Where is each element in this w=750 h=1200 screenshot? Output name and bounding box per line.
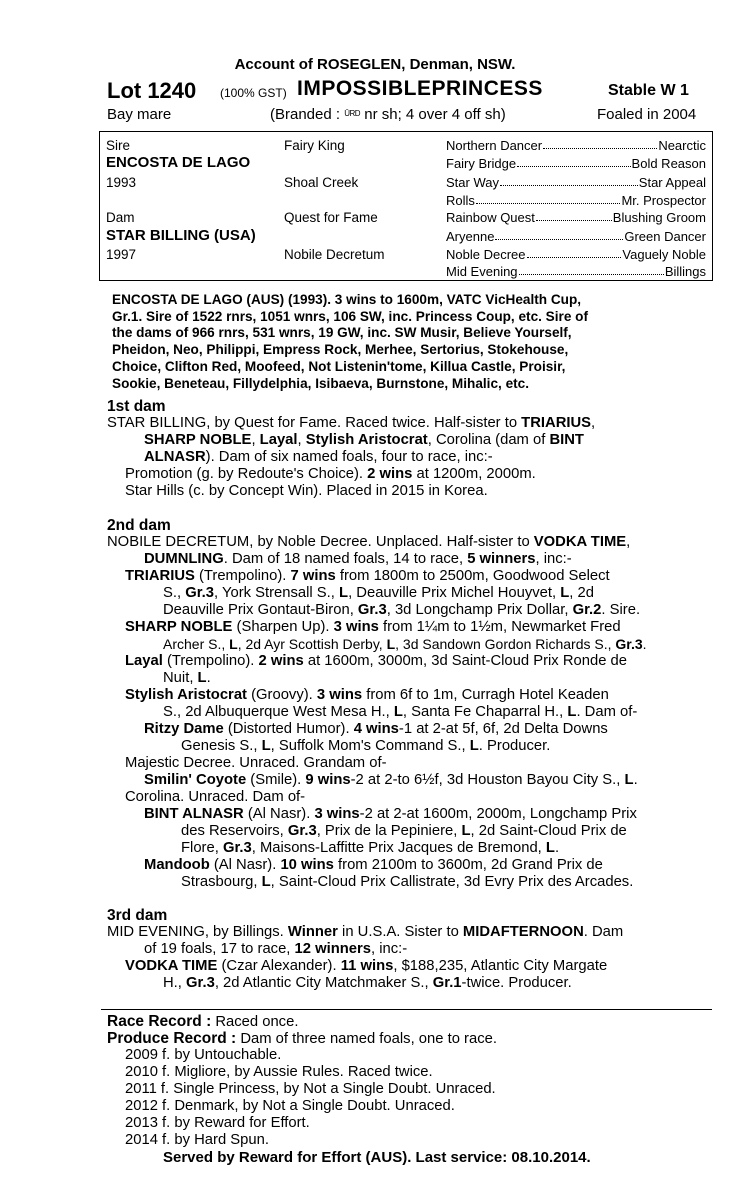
dam-sire: Quest for Fame bbox=[284, 210, 378, 225]
vendor-account: Account of ROSEGLEN, Denman, NSW. bbox=[234, 56, 516, 73]
sire-summary-line: Sookie, Beneteau, Fillydelphia, Isibaeva, Burnstone, Mihalic, etc. bbox=[112, 375, 529, 391]
second-dam-line: S., Gr.3, York Strensall S., L, Deauville Prix Michel Houyvet, L, 2d bbox=[163, 585, 594, 601]
second-dam-line: Smilin' Coyote (Smile). 9 wins-2 at 2-to 6½f, 3d Houston Bayou City S., L. bbox=[144, 772, 638, 788]
second-dam-heading: 2nd dam bbox=[107, 517, 171, 534]
ancestor-row: Rolls Mr. Prospector bbox=[446, 193, 706, 208]
second-dam-line: Mandoob (Al Nasr). 10 wins from 2100m to 3600m, 2d Grand Prix de bbox=[144, 857, 603, 873]
dam-year: 1997 bbox=[106, 247, 137, 262]
second-dam-line: Stylish Aristocrat (Groovy). 3 wins from 6f to 1m, Curragh Hotel Keaden bbox=[125, 687, 609, 703]
produce-item: 2010 f. Migliore, by Aussie Rules. Raced twice. bbox=[125, 1064, 433, 1080]
second-dam-line: Majestic Decree. Unraced. Grandam of- bbox=[125, 755, 387, 771]
ancestor-row: Aryenne Green Dancer bbox=[446, 229, 706, 244]
produce-item: 2012 f. Denmark, by Not a Single Doubt. Unraced. bbox=[125, 1098, 455, 1114]
second-dam-line: Strasbourg, L, Saint-Cloud Prix Callistrate, 3d Evry Prix des Arcades. bbox=[181, 874, 634, 890]
ancestor-row: Rainbow Quest Blushing Groom bbox=[446, 210, 706, 225]
ancestor-row: Fairy Bridge Bold Reason bbox=[446, 156, 706, 171]
third-dam-line: H., Gr.3, 2d Atlantic City Matchmaker S., Gr.1-twice. Producer. bbox=[163, 975, 572, 991]
first-dam-line: Star Hills (c. by Concept Win). Placed in 2015 in Korea. bbox=[125, 483, 488, 499]
second-dam-line: des Reservoirs, Gr.3, Prix de la Pepiniere, L, 2d Saint-Cloud Prix de bbox=[181, 823, 627, 839]
second-dam-line: Layal (Trempolino). 2 wins at 1600m, 3000m, 3d Saint-Cloud Prix Ronde de bbox=[125, 653, 627, 669]
third-dam-line: MID EVENING, by Billings. Winner in U.S.A. Sister to MIDAFTERNOON. Dam bbox=[107, 924, 624, 940]
records-divider bbox=[101, 1009, 712, 1010]
sire-sire: Fairy King bbox=[284, 138, 345, 153]
produce-item: 2011 f. Single Princess, by Not a Single Doubt. Unraced. bbox=[125, 1081, 496, 1097]
brand-mark-icon: ŪRD bbox=[344, 109, 361, 118]
second-dam-line: NOBILE DECRETUM, by Noble Decree. Unplaced. Half-sister to VODKA TIME, bbox=[107, 534, 631, 550]
second-dam-line: Ritzy Dame (Distorted Humor). 4 wins-1 at 2-at 5f, 6f, 2d Delta Downs bbox=[144, 721, 608, 737]
dam-label: Dam bbox=[106, 210, 135, 225]
first-dam-line: Promotion (g. by Redoute's Choice). 2 wins at 1200m, 2000m. bbox=[125, 466, 536, 482]
sire-summary-line: Pheidon, Neo, Philippi, Empress Rock, Merhee, Sertorius, Stokehouse, bbox=[112, 342, 569, 358]
produce-item: 2014 f. by Hard Spun. bbox=[125, 1132, 269, 1148]
sire-summary-line: Gr.1. Sire of 1522 rnrs, 1051 wnrs, 106 SW, inc. Princess Coup, etc. Sire of bbox=[112, 308, 588, 324]
brand-suffix: nr sh; 4 over 4 off sh) bbox=[364, 106, 506, 123]
pedigree-table bbox=[99, 131, 713, 281]
second-dam-line: BINT ALNASR (Al Nasr). 3 wins-2 at 2-at 1600m, 2000m, Longchamp Prix bbox=[144, 806, 637, 822]
second-dam-line: Corolina. Unraced. Dam of- bbox=[125, 789, 306, 805]
race-record: Race Record : Raced once. bbox=[107, 1013, 299, 1030]
third-dam-line: VODKA TIME (Czar Alexander). 11 wins, $188,235, Atlantic City Margate bbox=[125, 958, 608, 974]
second-dam-line: Nuit, L. bbox=[163, 670, 211, 686]
dam-name: STAR BILLING (USA) bbox=[106, 227, 256, 244]
sire-dam: Shoal Creek bbox=[284, 175, 359, 190]
first-dam-heading: 1st dam bbox=[107, 398, 166, 415]
stable-number: Stable W 1 bbox=[608, 82, 689, 99]
gst-note: (100% GST) bbox=[220, 86, 287, 100]
first-dam-line: ALNASR). Dam of six named foals, four to race, inc:- bbox=[144, 449, 493, 465]
ancestor-row: Mid Evening Billings bbox=[446, 264, 706, 279]
sire-name: ENCOSTA DE LAGO bbox=[106, 154, 251, 171]
first-dam-line: STAR BILLING, by Quest for Fame. Raced twice. Half-sister to TRIARIUS, bbox=[107, 415, 596, 431]
sire-label: Sire bbox=[106, 138, 131, 153]
produce-record: Produce Record : Dam of three named foals, one to race. bbox=[107, 1030, 497, 1047]
third-dam-line: of 19 foals, 17 to race, 12 winners, inc:- bbox=[144, 941, 408, 957]
produce-item: 2009 f. by Untouchable. bbox=[125, 1047, 282, 1063]
lot-number: Lot 1240 bbox=[107, 78, 197, 103]
dam-dam: Nobile Decretum bbox=[284, 247, 385, 262]
second-dam-line: TRIARIUS (Trempolino). 7 wins from 1800m to 2500m, Goodwood Select bbox=[125, 568, 610, 584]
brand-prefix: (Branded : bbox=[270, 106, 341, 123]
foaled-year: Foaled in 2004 bbox=[597, 106, 697, 123]
brand-info bbox=[270, 106, 506, 123]
sire-summary bbox=[112, 292, 706, 392]
second-dam-line: Deauville Prix Gontaut-Biron, Gr.3, 3d Longchamp Prix Dollar, Gr.2. Sire. bbox=[163, 602, 641, 618]
sire-year: 1993 bbox=[106, 175, 137, 190]
produce-item: 2013 f. by Reward for Effort. bbox=[125, 1115, 310, 1131]
horse-description: Bay mare bbox=[107, 106, 172, 123]
second-dam-line: S., 2d Albuquerque West Mesa H., L, Santa Fe Chaparral H., L. Dam of- bbox=[163, 704, 638, 720]
second-dam-line: Genesis S., L, Suffolk Mom's Command S., L. Producer. bbox=[181, 738, 551, 754]
sire-summary-line: ENCOSTA DE LAGO (AUS) (1993). 3 wins to 1600m, VATC VicHealth Cup, bbox=[112, 292, 582, 307]
served-note: Served by Reward for Effort (AUS). Last service: 08.10.2014. bbox=[163, 1149, 591, 1166]
ancestor-row: Noble Decree Vaguely Noble bbox=[446, 247, 706, 262]
second-dam-line: DUMNLING. Dam of 18 named foals, 14 to race, 5 winners, inc:- bbox=[144, 551, 572, 567]
second-dam-line: Archer S., L, 2d Ayr Scottish Derby, L, 3d Sandown Gordon Richards S., Gr.3. bbox=[163, 636, 647, 652]
sire-summary-line: Choice, Clifton Red, Moofeed, Not Listenin'tome, Killua Castle, Proisir, bbox=[112, 358, 566, 374]
ancestor-row: Northern Dancer Nearctic bbox=[446, 138, 706, 153]
horse-name: IMPOSSIBLEPRINCESS bbox=[297, 77, 543, 100]
sire-summary-line: the dams of 966 rnrs, 531 wnrs, 19 GW, inc. SW Musir, Believe Yourself, bbox=[112, 325, 572, 341]
second-dam-line: SHARP NOBLE (Sharpen Up). 3 wins from 1¼m to 1½m, Newmarket Fred bbox=[125, 619, 621, 635]
first-dam-line: SHARP NOBLE, Layal, Stylish Aristocrat, Corolina (dam of BINT bbox=[144, 432, 584, 448]
ancestor-row: Star Way Star Appeal bbox=[446, 175, 706, 190]
second-dam-line: Flore, Gr.3, Maisons-Laffitte Prix Jacques de Bremond, L. bbox=[181, 840, 560, 856]
third-dam-heading: 3rd dam bbox=[107, 907, 168, 924]
